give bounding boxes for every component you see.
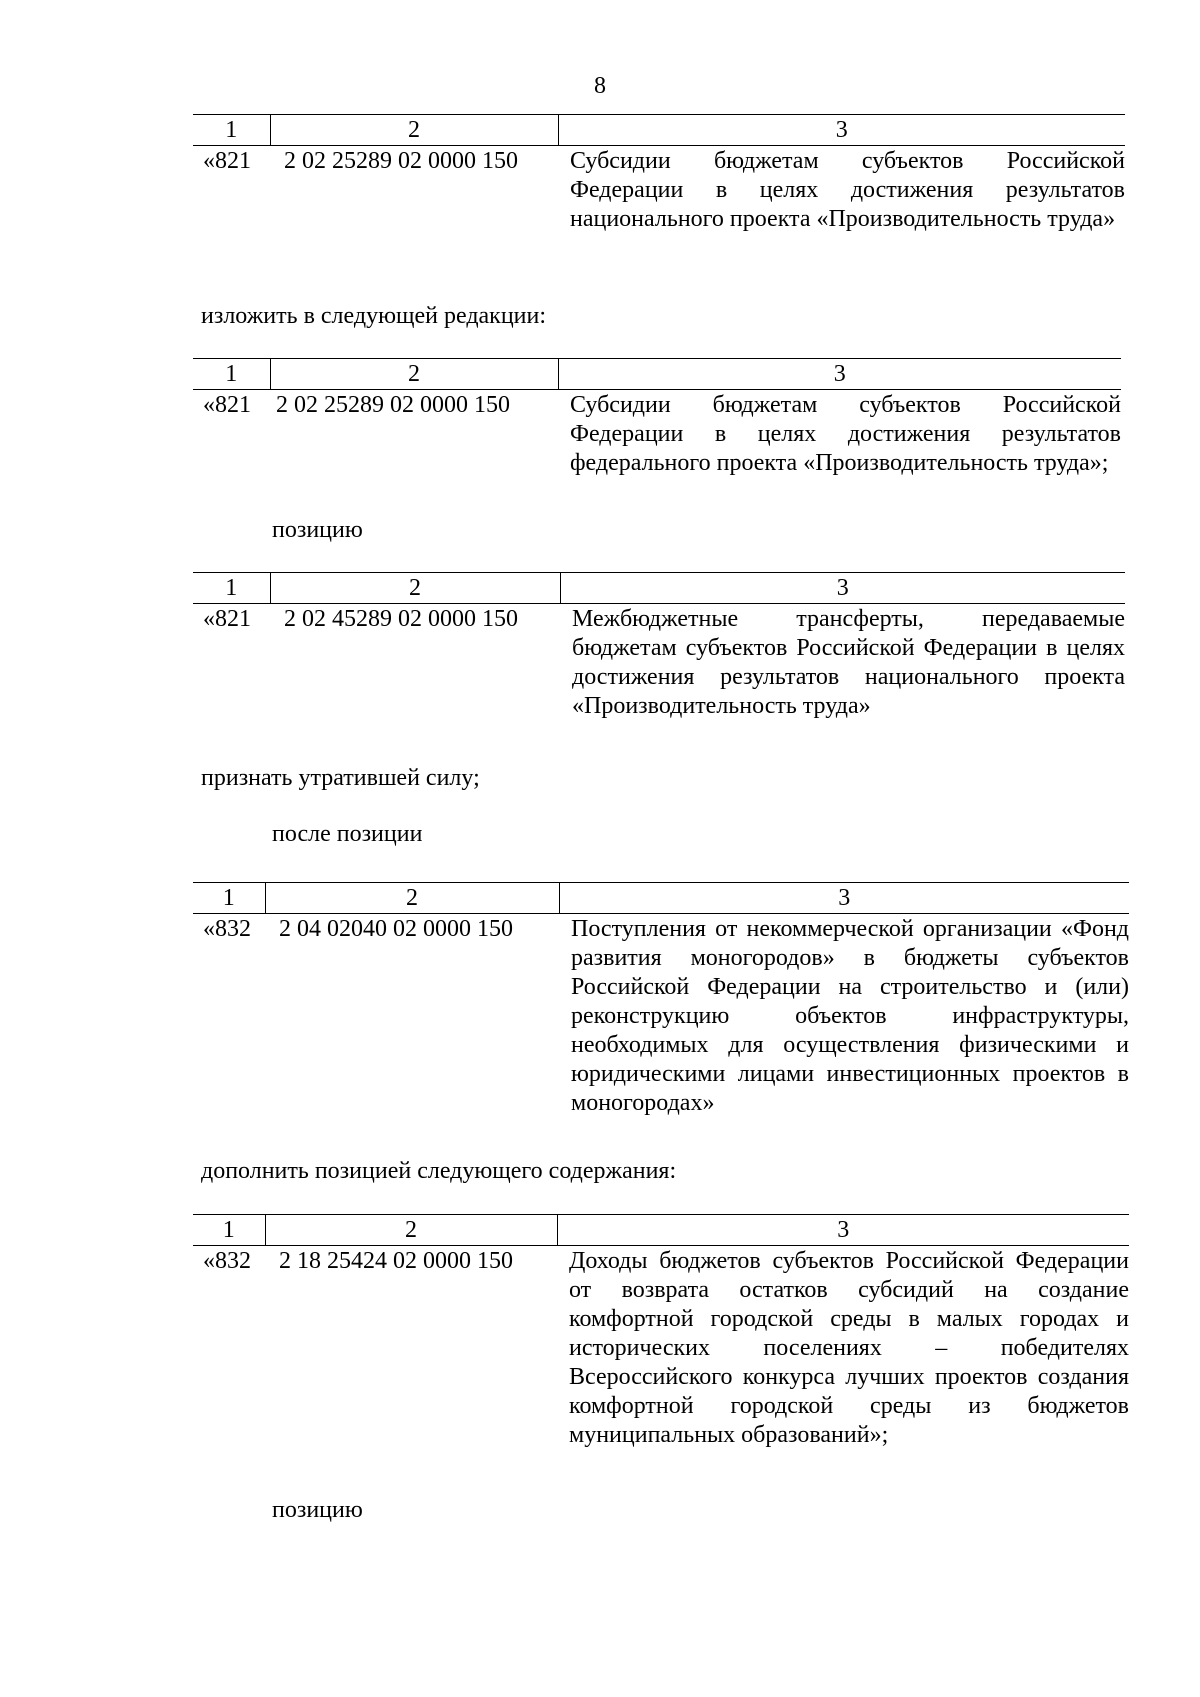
header-col-3: 3 <box>558 115 1125 146</box>
row-code: «832 <box>203 916 251 942</box>
code-table-4 <box>193 882 1129 1118</box>
table-row <box>193 390 1121 479</box>
header-col-2: 2 <box>270 359 558 390</box>
header-col-3: 3 <box>560 573 1125 604</box>
row-code: «821 <box>203 392 251 418</box>
paragraph-after-position: после позиции <box>272 821 423 847</box>
code-table-3 <box>193 572 1125 721</box>
row-kbk: 2 02 45289 02 0000 150 <box>284 606 518 632</box>
header-col-1: 1 <box>193 573 270 604</box>
table-header-row <box>193 573 1125 604</box>
header-col-3: 3 <box>557 1215 1129 1246</box>
table-header-row <box>193 1215 1129 1246</box>
table-header-row <box>193 883 1129 914</box>
paragraph-add: дополнить позицией следующего содержания: <box>201 1158 677 1184</box>
row-code: «821 <box>203 148 251 174</box>
row-description: Поступления от некоммерческой организации «Фонд развития моногородов» в бюджеты субъектов Российской Федерации на строительство и (или) реконструкцию объектов инфраструктуры, необходимых для осуществления физическими и юридическими лицами инвестиционных проектов в моногородах» <box>571 916 1129 1116</box>
paragraph-edit: изложить в следующей редакции: <box>201 303 547 329</box>
table-row <box>193 604 1125 722</box>
page-number: 8 <box>594 73 606 99</box>
row-kbk: 2 18 25424 02 0000 150 <box>279 1248 513 1274</box>
row-code: «821 <box>203 606 251 632</box>
table-row <box>193 146 1125 235</box>
paragraph-position: позицию <box>272 1497 363 1523</box>
paragraph-position: позицию <box>272 517 363 543</box>
header-col-2: 2 <box>265 1215 557 1246</box>
header-col-2: 2 <box>270 573 560 604</box>
table-row <box>193 1246 1129 1451</box>
header-col-2: 2 <box>270 115 558 146</box>
row-kbk: 2 04 02040 02 0000 150 <box>279 916 513 942</box>
row-description: Субсидии бюджетам субъектов Российской Федерации в целях достижения результатов национального проекта «Производительность труда» <box>570 148 1125 232</box>
header-col-3: 3 <box>558 359 1121 390</box>
row-kbk: 2 02 25289 02 0000 150 <box>276 392 510 418</box>
row-description: Межбюджетные трансферты, передаваемые бюджетам субъектов Российской Федерации в целях достижения результатов национального проекта «Производительность труда» <box>572 606 1125 719</box>
paragraph-repeal: признать утратившей силу; <box>201 765 480 791</box>
header-col-1: 1 <box>193 1215 265 1246</box>
header-col-2: 2 <box>265 883 559 914</box>
table-header-row <box>193 359 1121 390</box>
header-col-1: 1 <box>193 883 265 914</box>
row-code: «832 <box>203 1248 251 1274</box>
table-row <box>193 914 1129 1119</box>
header-col-3: 3 <box>559 883 1129 914</box>
code-table-5 <box>193 1214 1129 1450</box>
row-kbk: 2 02 25289 02 0000 150 <box>284 148 518 174</box>
code-table-2 <box>193 358 1121 478</box>
row-description: Доходы бюджетов субъектов Российской Федерации от возврата остатков субсидий на создание комфортной городской среды в малых городах и исторических поселениях – победителях Всероссийского конкурса лучших проектов создания комфортной городской среды из бюджетов муниципальных образований»; <box>569 1248 1129 1448</box>
table-header-row <box>193 115 1125 146</box>
header-col-1: 1 <box>193 115 270 146</box>
header-col-1: 1 <box>193 359 270 390</box>
code-table-1 <box>193 114 1125 234</box>
row-description: Субсидии бюджетам субъектов Российской Федерации в целях достижения результатов федерального проекта «Производительность труда»; <box>570 392 1121 476</box>
